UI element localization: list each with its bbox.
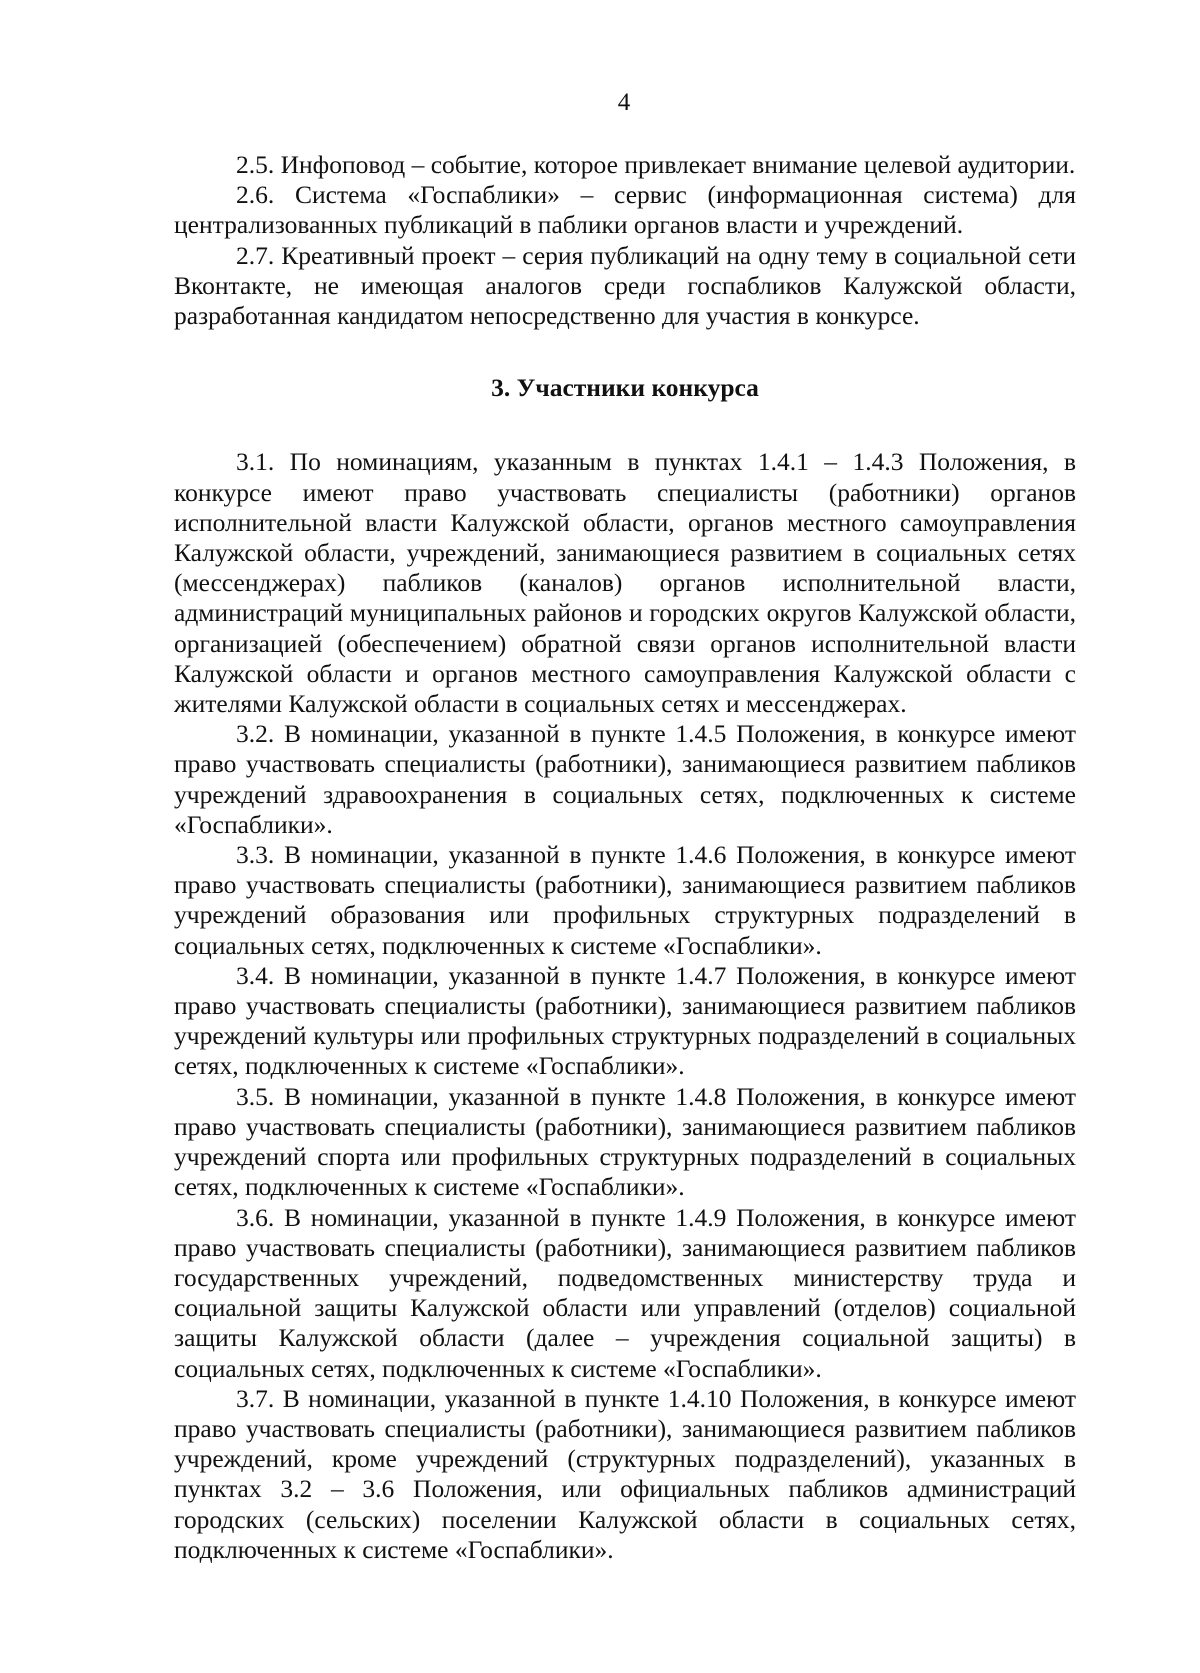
paragraph-3-2: 3.2. В номинации, указанной в пункте 1.4.5 Положения, в конкурсе имеют право участвовать специалисты (работники), занимающиеся развитием пабликов учреждений здравоохранения в социальных сетях, подключенных к системе «Госпаблики». xyxy=(174,719,1076,839)
paragraph-3-3: 3.3. В номинации, указанной в пункте 1.4.6 Положения, в конкурсе имеют право участвовать специалисты (работники), занимающиеся развитием пабликов учреждений образования или профильных структурных подразделений в социальных сетях, подключенных к системе «Госпаблики». xyxy=(174,840,1076,960)
paragraph-2-5: 2.5. Инфоповод – событие, которое привлекает внимание целевой аудитории. xyxy=(236,150,1076,179)
page-number: 4 xyxy=(617,89,631,116)
paragraph-3-6: 3.6. В номинации, указанной в пункте 1.4.9 Положения, в конкурсе имеют право участвовать специалисты (работники), занимающиеся развитием пабликов государственных учреждений, подведомственных министерству труда и социальной защиты Калужской области или управлений (отделов) социальной защиты Калужской области (далее – учреждения социальной защиты) в социальных сетях, подключенных к системе «Госпаблики». xyxy=(174,1202,1076,1383)
paragraph-3-1: 3.1. По номинациям, указанным в пунктах 1.4.1 – 1.4.3 Положения, в конкурсе имеют право участвовать специалисты (работники) органов исполнительной власти Калужской области, органов местного самоуправления Калужской области, учреждений, занимающиеся развитием в социальных сетях (мессенджерах) пабликов (каналов) органов исполнительной власти, администраций муниципальных районов и городских округов Калужской области, организацией (обеспечением) обратной связи органов исполнительной власти Калужской области и органов местного самоуправления Калужской области с жителями Калужской области в социальных сетях и мессенджерах. xyxy=(174,447,1076,719)
paragraph-3-4: 3.4. В номинации, указанной в пункте 1.4.7 Положения, в конкурсе имеют право участвовать специалисты (работники), занимающиеся развитием пабликов учреждений культуры или профильных структурных подразделений в социальных сетях, подключенных к системе «Госпаблики». xyxy=(174,960,1076,1081)
paragraph-3-7: 3.7. В номинации, указанной в пункте 1.4.10 Положения, в конкурсе имеют право участвовать специалисты (работники), занимающиеся развитием пабликов учреждений, кроме учреждений (структурных подразделений), указанных в пунктах 3.2 – 3.6 Положения, или официальных пабликов администраций городских (сельских) поселении Калужской области в социальных сетях, подключенных к системе «Госпаблики». xyxy=(174,1383,1076,1564)
paragraph-2-6: 2.6. Система «Госпаблики» – сервис (информационная система) для централизованных публикаций в паблики органов власти и учреждений. xyxy=(174,180,1076,240)
paragraph-2-7: 2.7. Креативный проект – серия публикаций на одну тему в социальной сети Вконтакте, не имеющая аналогов среди госпабликов Калужской области, разработанная кандидатом непосредственно для участия в конкурсе. xyxy=(174,240,1076,331)
section-heading: 3. Участники конкурса xyxy=(491,373,759,403)
document-body xyxy=(174,150,1076,1565)
paragraph-3-5: 3.5. В номинации, указанной в пункте 1.4.8 Положения, в конкурсе имеют право участвовать специалисты (работники), занимающиеся развитием пабликов учреждений спорта или профильных структурных подразделений в социальных сетях, подключенных к системе «Госпаблики». xyxy=(174,1081,1076,1202)
